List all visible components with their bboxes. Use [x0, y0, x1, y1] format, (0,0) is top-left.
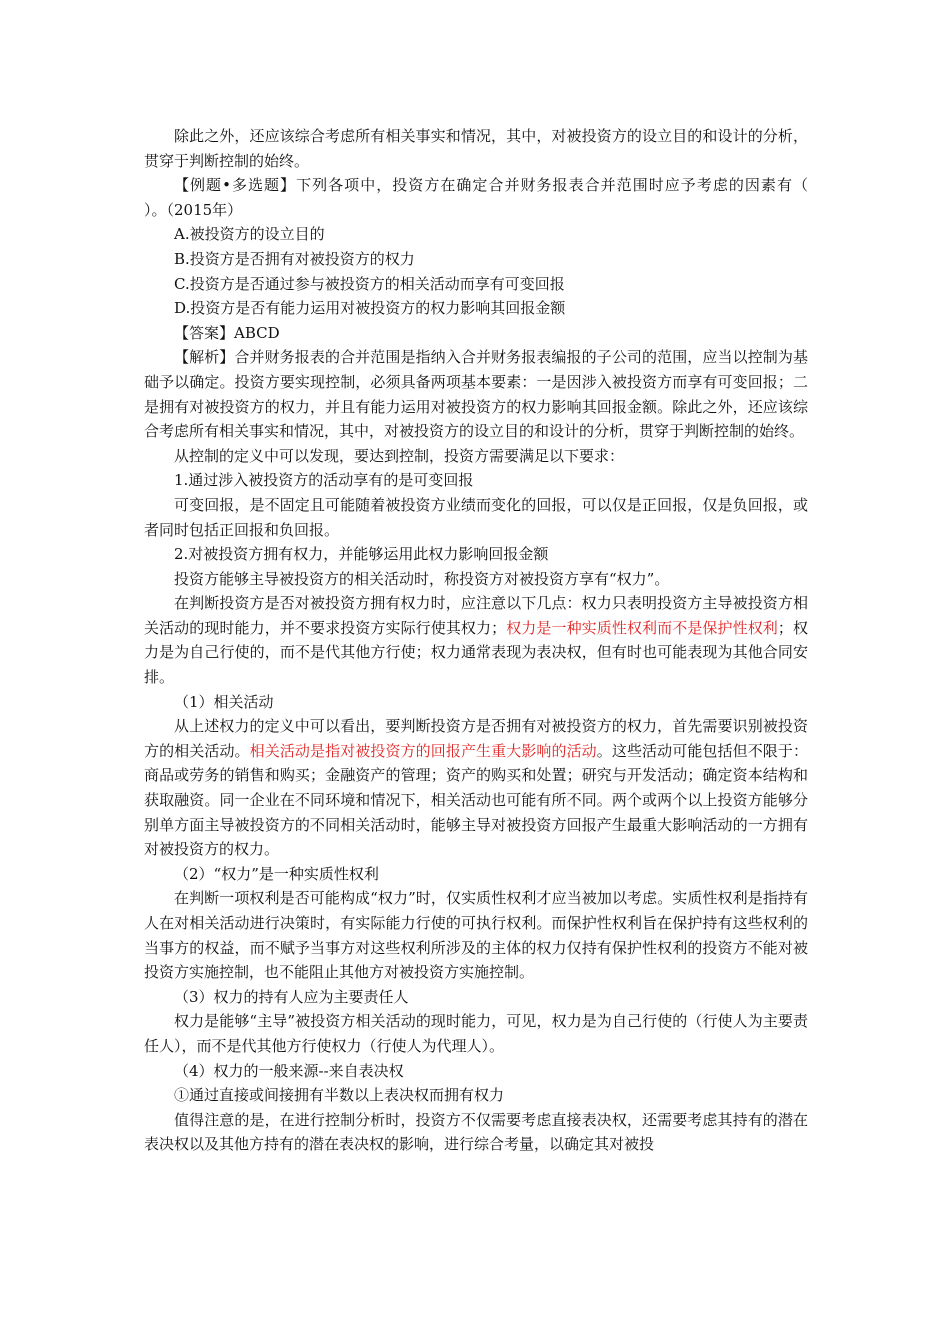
- text-run: 值得注意的是，在进行控制分析时，投资方不仅需要考虑直接表决权，还需要考虑其持有的潜在表决权以及其他方持有的潜在表决权的影响，进行综合考量，以确定其对被投: [144, 1110, 808, 1154]
- text-run: 【解析】合并财务报表的合并范围是指纳入合并财务报表编报的子公司的范围，应当以控制为基础予以确定。投资方要实现控制，必须具备两项基本要素：一是因涉入被投资方而享有可变回报；二是拥有对被投资方的权力，并且有能力运用对被投资方的权力影响其回报金额。除此之外，还应该综合考虑所有相关事实和情况，其中，对被投资方的设立目的和设计的分析，贯穿于判断控制的始终。: [144, 348, 808, 441]
- text-run: C.投资方是否通过参与被投资方的相关活动而享有可变回报: [174, 274, 565, 293]
- list-item-heading: [144, 1083, 808, 1108]
- option-d: [144, 296, 808, 321]
- text-run: （2）“权力”是一种实质性权利: [174, 864, 379, 883]
- answer-line: [144, 321, 808, 346]
- text-run: 在判断一项权利是否可能构成“权力”时，仅实质性权利才应当被加以考虑。实质性权利是指持有人在对相关活动进行决策时，有实际能力行使的可执行权利。而保护性权利旨在保护持有这些权利的当事方的权益，而不赋予当事方对这些权利所涉及的主体的权力仅持有保护性权利的投资方不能对被投资方实施控制，也不能阻止其他方对被投资方实施控制。: [144, 889, 808, 982]
- text-run: B.投资方是否拥有对被投资方的权力: [174, 249, 415, 268]
- text-run: D.投资方是否有能力运用对被投资方的权力影响其回报金额: [174, 299, 566, 318]
- text-run: 。这些活动可能包括但不限于：商品或劳务的销售和购买；金融资产的管理；资产的购买和处置；研究与开发活动；确定资本结构和获取融资。同一企业在不同环境和情况下，相关活动也可能有所不同。两个或两个以上投资方能够分别单方面主导被投资方的不同相关活动时，能够主导对被投资方回报产生最重大影响活动的一方拥有对被投资方的权力。: [144, 741, 808, 859]
- option-a: [144, 222, 808, 247]
- text-run: 除此之外，还应该综合考虑所有相关事实和情况，其中，对被投资方的设立目的和设计的分析，贯穿于判断控制的始终。: [144, 127, 808, 170]
- paragraph: [144, 714, 808, 862]
- paragraph: [144, 124, 808, 173]
- text-run: A.被投资方的设立目的: [174, 225, 325, 244]
- text-run: ①通过直接或间接拥有半数以上表决权而拥有权力: [174, 1086, 505, 1105]
- subsection-heading: [144, 862, 808, 887]
- text-run: 【例题•多选题】下列各项中，投资方在确定合并财务报表合并范围时应予考虑的因素有（ ）。（2015年）: [144, 176, 839, 219]
- paragraph: [144, 591, 808, 689]
- text-run: 【答案】ABCD: [174, 323, 280, 342]
- text-run: ；权力是为自己行使的，而不是代其他方行使；权力通常表现为表决权，但有时也可能表现为其他合同安排。: [144, 618, 808, 687]
- text-run: （1）相关活动: [174, 692, 274, 711]
- highlighted-text: 相关活动是指对被投资方的回报产生重大影响的活动: [249, 741, 597, 760]
- text-run: 可变回报，是不固定且可能随着被投资方业绩而变化的回报，可以仅是正回报，仅是负回报，或者同时包括正回报和负回报。: [144, 495, 808, 539]
- option-b: [144, 247, 808, 272]
- text-run: 从上述权力的定义中可以看出，要判断投资方是否拥有对被投资方的权力，首先需要识别被投资方的相关活动。: [144, 717, 808, 760]
- paragraph: [144, 1009, 808, 1058]
- subsection-heading: [144, 1059, 808, 1084]
- section-heading: [144, 468, 808, 493]
- paragraph: [144, 444, 808, 469]
- text-run: 权力是能够“主导”被投资方相关活动的现时能力，可见，权力是为自己行使的（行使人为主要责任人），而不是代其他方行使权力（行使人为代理人）。: [144, 1012, 808, 1055]
- analysis-paragraph: [144, 345, 808, 443]
- text-run: （3）权力的持有人应为主要责任人: [174, 987, 409, 1006]
- text-run: （4）权力的一般来源--来自表决权: [174, 1061, 404, 1080]
- text-run: 投资方能够主导被投资方的相关活动时，称投资方对被投资方享有“权力”。: [174, 569, 670, 588]
- text-run: 在判断投资方是否对被投资方拥有权力时，应注意以下几点：权力只表明投资方主导被投资方相关活动的现时能力，并不要求投资方实际行使其权力；: [144, 594, 808, 637]
- paragraph: [144, 493, 808, 542]
- text-run: 从控制的定义中可以发现，要达到控制，投资方需要满足以下要求：: [174, 446, 625, 465]
- paragraph: [144, 886, 808, 984]
- subsection-heading: [144, 985, 808, 1010]
- exam-question: [144, 173, 839, 222]
- subsection-heading: [144, 690, 808, 715]
- highlighted-text: 权力是一种实质性权利而不是保护性权利: [506, 618, 778, 637]
- text-run: 2.对被投资方拥有权力，并能够运用此权力影响回报金额: [174, 545, 549, 564]
- paragraph: [144, 1108, 808, 1157]
- option-c: [144, 272, 808, 297]
- paragraph: [144, 567, 808, 592]
- section-heading: [144, 542, 808, 567]
- document-body: [144, 124, 839, 1157]
- text-run: 1.通过涉入被投资方的活动享有的是可变回报: [174, 471, 474, 490]
